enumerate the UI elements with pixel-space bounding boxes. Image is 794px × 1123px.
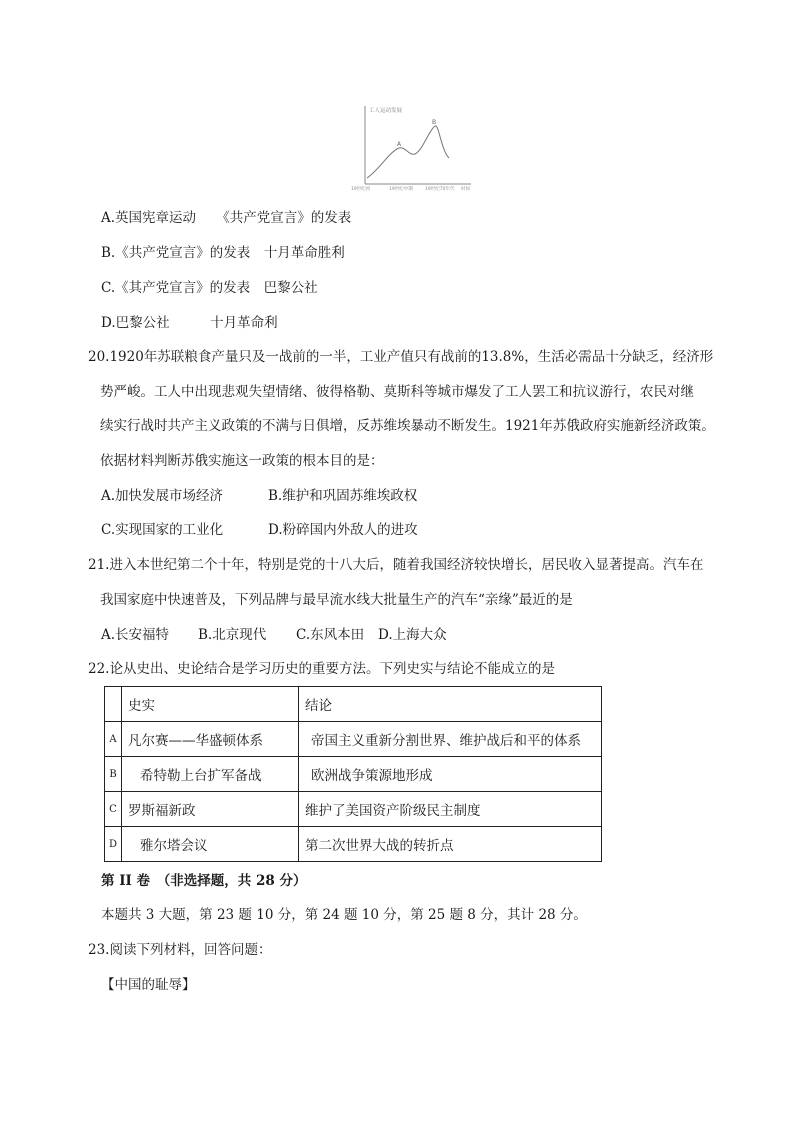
q20-stem-line-3: 续实行战时共产主义政策的不满与日俱增，反苏维埃暴动不断发生。1921年苏俄政府实施新经济政策。 <box>100 418 715 434</box>
q19-option-d: D.巴黎公社 十月革命利 <box>101 315 278 331</box>
row-key: D <box>105 827 122 862</box>
x-tick-2: 19世纪中期 <box>389 187 413 192</box>
q20-option-a: A.加快发展市场经济 <box>101 488 224 504</box>
y-axis-label: 工人运动发展 <box>369 108 403 114</box>
section-2-description: 本题共 3 大题，第 23 题 10 分，第 24 题 10 分，第 25 题 8 分，其计 28 分。 <box>101 907 587 923</box>
table-row <box>105 722 602 757</box>
table-corner-cell <box>105 687 122 722</box>
q20-stem-line-1: 20.1920年苏联粮食产量只及一战前的一半，工业产值只有战前的13.8%，生活必需品十分缺乏，经济形 <box>88 349 714 365</box>
q23-stem: 23.阅读下列材料，回答问题： <box>88 942 272 958</box>
table-row <box>105 757 602 792</box>
q23-material-heading: 【中国的耻辱】 <box>101 977 196 993</box>
row-conclusion: 欧洲战争策源地形成 <box>299 757 602 792</box>
table-header-row <box>105 687 602 722</box>
section-2-title: 第 II 卷 （非选择题，共 28 分） <box>101 873 307 889</box>
table-row <box>105 827 602 862</box>
worker-movement-chart <box>345 100 475 192</box>
q20-option-d: D.粉碎国内外敌人的进攻 <box>268 522 418 538</box>
q21-stem-line-2: 我国家庭中快速普及，下列品牌与最早流水线大批量生产的汽车“亲缘”最近的是 <box>100 592 573 608</box>
header-fact: 史实 <box>122 687 299 722</box>
point-a-label: A <box>397 141 402 148</box>
row-conclusion: 维护了美国资产阶级民主制度 <box>299 792 602 827</box>
q19-option-b: B.《共产党宣言》的发表 十月革命胜利 <box>101 245 345 261</box>
row-key: A <box>105 722 122 757</box>
q19-option-a: A.英国宪章运动 《共产党宣言》的发表 <box>101 210 352 226</box>
q21-stem-line-1: 21.进入本世纪第二个十年，特别是党的十八大后，随着我国经济较快增长，居民收入显著提高。汽车在 <box>88 557 704 573</box>
row-fact: 雅尔塔会议 <box>122 827 299 862</box>
row-conclusion: 第二次世界大战的转折点 <box>299 827 602 862</box>
point-b-label: B <box>432 119 437 126</box>
q20-stem-line-4: 依据材料判断苏俄实施这一政策的根本目的是： <box>100 453 384 469</box>
row-key: C <box>105 792 122 827</box>
row-key: B <box>105 757 122 792</box>
row-fact: 罗斯福新政 <box>122 792 299 827</box>
x-tick-4: 时间 <box>461 187 470 192</box>
history-facts-table <box>104 686 602 862</box>
q21-option-d: D.上海大众 <box>378 627 447 643</box>
row-conclusion: 帝国主义重新分割世界、维护战后和平的体系 <box>299 722 602 757</box>
q21-option-c: C.东风本田 <box>296 627 365 643</box>
movement-curve <box>367 126 449 178</box>
q20-option-c: C.实现国家的工业化 <box>101 522 224 538</box>
q21-option-b: B.北京现代 <box>198 627 267 643</box>
x-tick-1: 19世纪初 <box>351 187 371 192</box>
x-tick-3: 19世纪70年代 <box>425 187 455 192</box>
row-fact: 凡尔赛——华盛顿体系 <box>122 722 299 757</box>
q20-stem-line-2: 势严峻。工人中出现悲观失望情绪、彼得格勒、莫斯科等城市爆发了工人罢工和抗议游行，农民对继 <box>100 384 694 400</box>
row-fact: 希特勒上台扩军备战 <box>122 757 299 792</box>
q21-option-a: A.长安福特 <box>101 627 170 643</box>
q20-option-b: B.维护和巩固苏维埃政权 <box>268 488 418 504</box>
q19-option-c: C.《其产党宣言》的发表 巴黎公社 <box>101 280 318 296</box>
header-conclusion: 结论 <box>299 687 602 722</box>
table-row <box>105 792 602 827</box>
q22-stem: 22.论从史出、史论结合是学习历史的重要方法。下列史实与结论不能成立的是 <box>88 661 555 677</box>
